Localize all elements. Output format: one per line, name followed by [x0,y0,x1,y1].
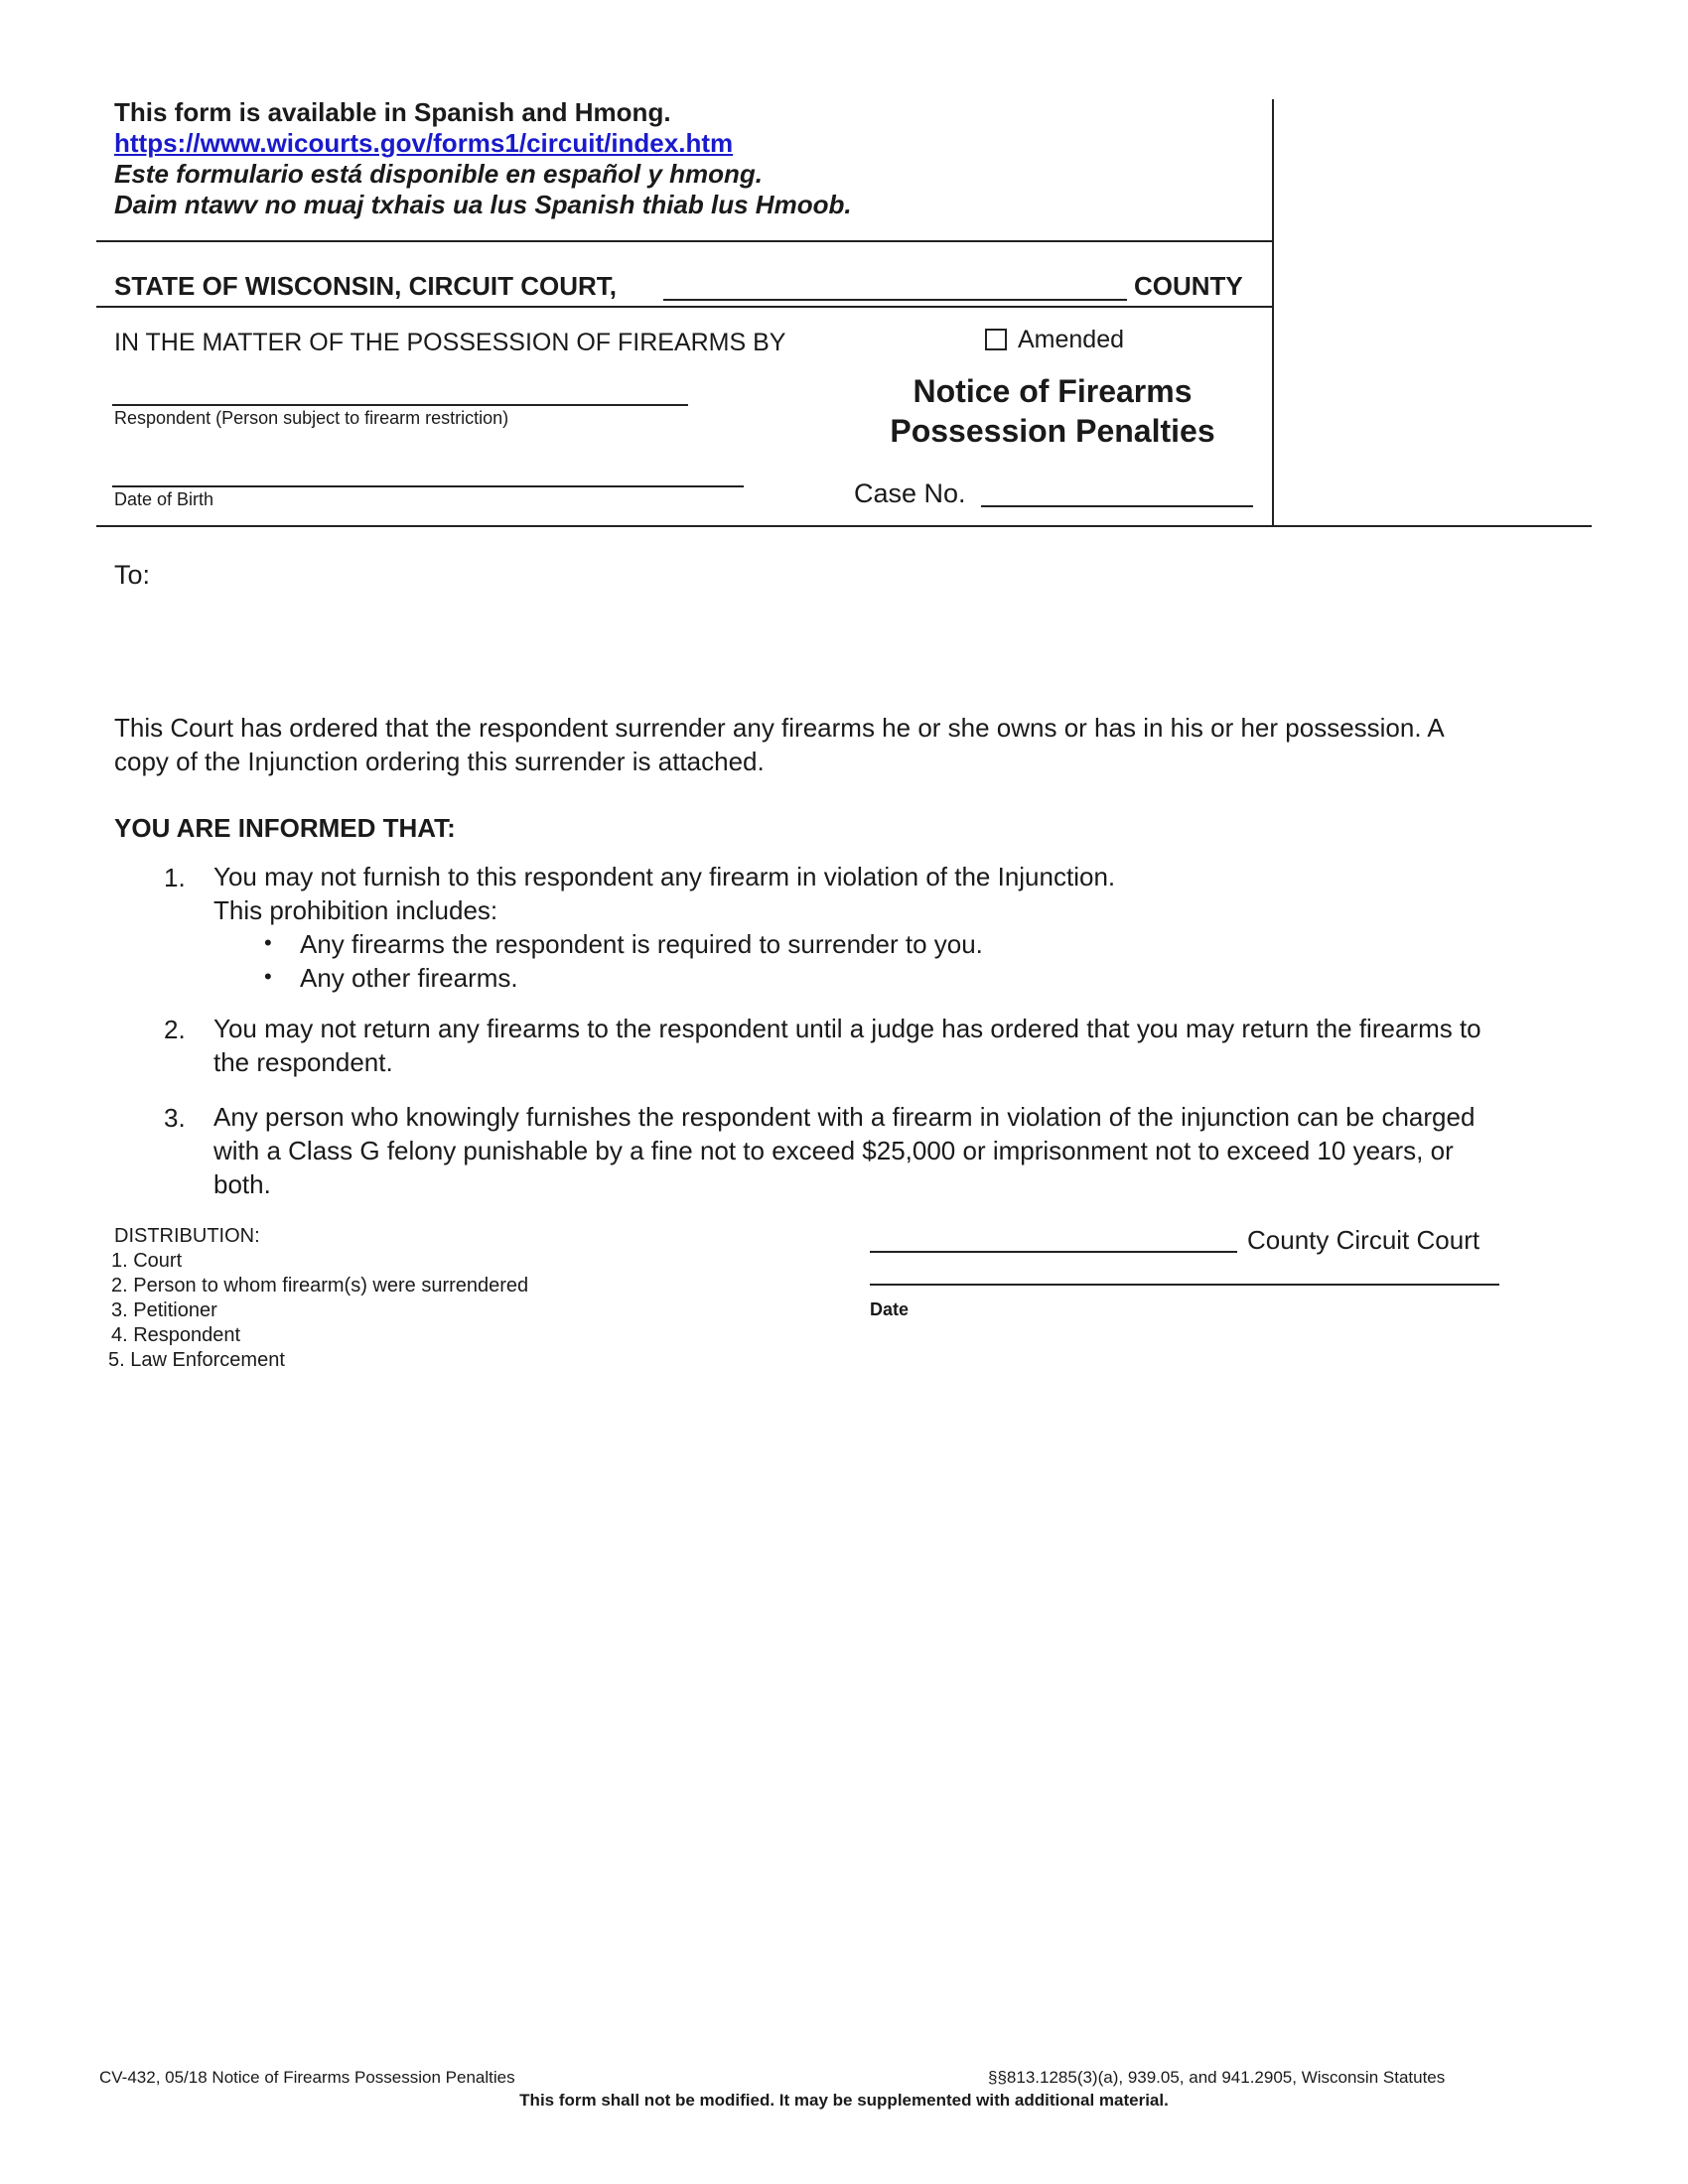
distribution-item: 4. Respondent [111,1324,241,1346]
date-label: Date [870,1299,910,1319]
respondent-label: Respondent (Person subject to firearm restriction) [114,408,509,428]
bullet-icon: • [264,930,272,955]
item-3-line2: with a Class G felony punishable by a fine not to exceed $25,000 or imprisonment not to exceed 10 years, or [213,1136,1454,1165]
item-1-line1: You may not furnish to this respondent any firearm in violation of the Injunction. [213,862,1116,891]
to-label: To: [114,560,151,590]
form-title-line2: Possession Penalties [890,413,1215,449]
intro-line1: This Court has ordered that the respondent surrender any firearms he or she owns or has in his or her possession. A [114,713,1445,743]
item-2-line1: You may not return any firearms to the respondent until a judge has ordered that you may return the firearms to [213,1014,1481,1043]
amended-label: Amended [1018,326,1125,353]
county-label: COUNTY [1134,271,1243,301]
case-no-label: Case No. [854,478,966,508]
respondent-name-field[interactable] [112,404,688,406]
case-no-field[interactable] [981,505,1253,507]
forms-link[interactable]: https://www.wicourts.gov/forms1/circuit/index.htm [114,128,734,158]
state-court-label: STATE OF WISCONSIN, CIRCUIT COURT, [114,271,618,301]
distribution-heading: DISTRIBUTION: [114,1225,260,1247]
frame-caption-rule [96,306,1274,308]
item-1-number: 1. [164,863,186,892]
frame-top-rule [96,240,1274,242]
item-2-number: 2. [164,1015,186,1044]
hmong-note: Daim ntawv no muaj txhais ua lus Spanish thiab lus Hmoob. [114,190,852,219]
modification-notice: This form shall not be modified. It may be supplemented with additional material. [519,2091,1169,2110]
form-title-line1: Notice of Firearms [913,373,1193,409]
form-id: CV-432, 05/18 Notice of Firearms Possession Penalties [99,2068,515,2087]
availability-text: This form is available in Spanish and Hmong. [114,97,671,127]
distribution-item: 2. Person to whom firearm(s) were surrendered [111,1275,529,1297]
date-field[interactable] [870,1284,1499,1286]
item-1-line2: This prohibition includes: [213,895,498,925]
intro-line2: copy of the Injunction ordering this surrender is attached. [114,747,765,776]
distribution-item: 5. Law Enforcement [108,1349,285,1371]
distribution-item: 1. Court [111,1250,183,1272]
bullet-icon: • [264,964,272,989]
dob-label: Date of Birth [114,489,214,509]
dob-field[interactable] [112,485,744,487]
amended-checkbox[interactable] [985,329,1007,350]
matter-heading: IN THE MATTER OF THE POSSESSION OF FIREARMS BY [114,329,786,356]
statutes: §§813.1285(3)(a), 939.05, and 941.2905, Wisconsin Statutes [988,2068,1446,2087]
county-circuit-court-field[interactable] [870,1251,1237,1253]
item-3-line3: both. [213,1169,271,1199]
spanish-note: Este formulario está disponible en español y hmong. [114,159,764,189]
county-name-field[interactable] [663,299,1127,301]
item-2-line2: the respondent. [213,1047,393,1077]
informed-heading: YOU ARE INFORMED THAT: [114,813,456,843]
frame-bottom-rule [96,525,1592,527]
distribution-item: 3. Petitioner [111,1299,217,1321]
item-1-bullet-1: Any firearms the respondent is required to surrender to you. [300,929,983,959]
item-1-bullet-2: Any other firearms. [300,963,518,993]
item-3-number: 3. [164,1103,186,1133]
frame-vertical-divider [1272,99,1274,526]
item-3-line1: Any person who knowingly furnishes the respondent with a firearm in violation of the injunction can be charged [213,1102,1476,1132]
county-circuit-court-label: County Circuit Court [1247,1225,1480,1255]
